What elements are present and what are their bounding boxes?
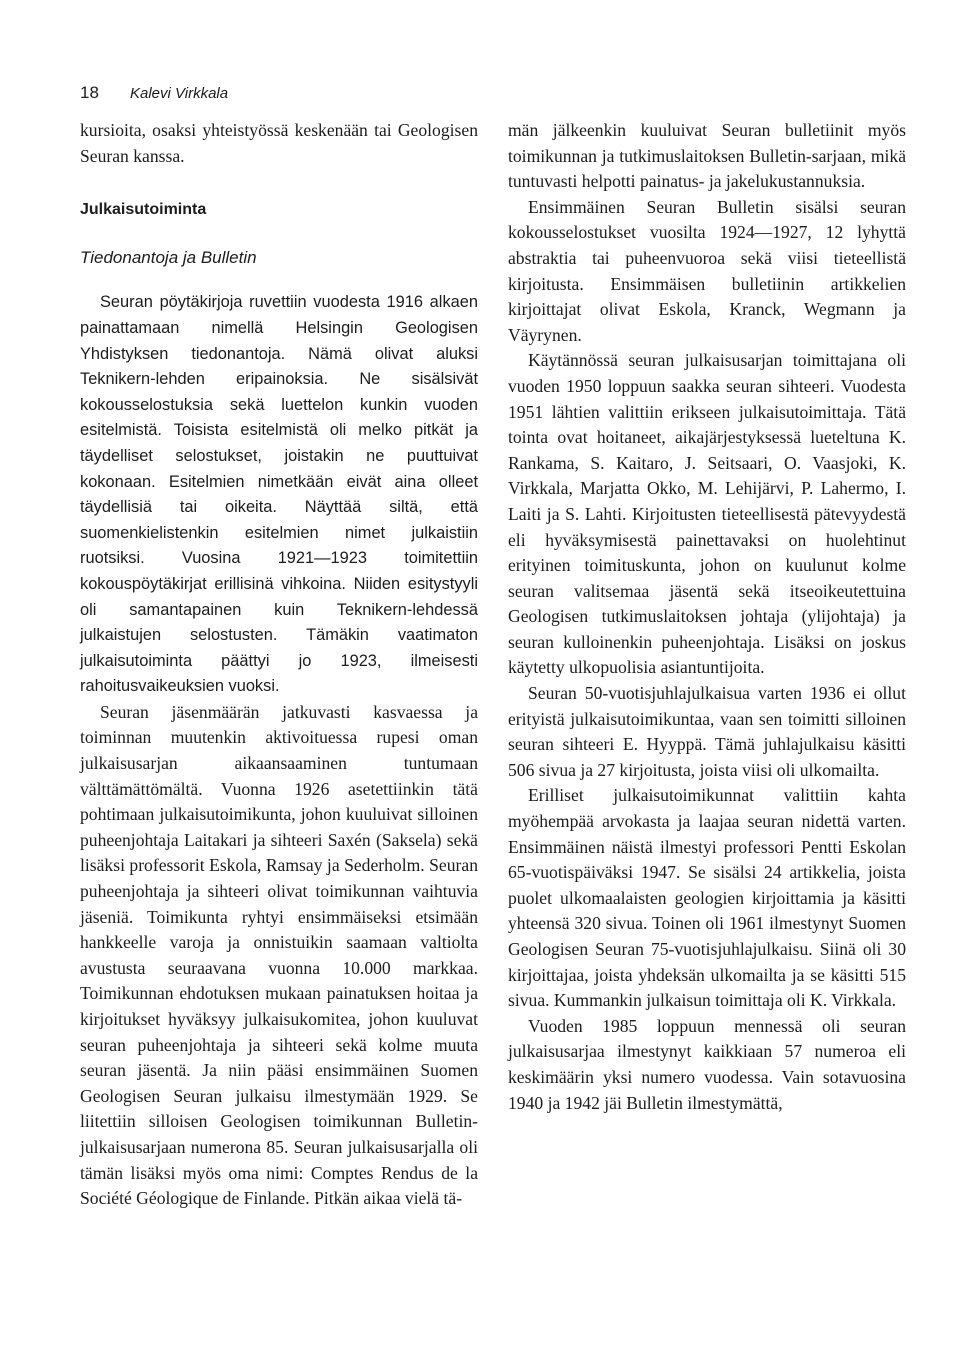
body-paragraph: Seuran 50-vuotisjuhlajulkaisua varten 1936 ei ollut erityistä julkaisutoimikuntaa, vaan sen toimitti silloinen seuran sihteeri E. Hyyppä. Tämä juhlajulkaisu käsitti 506 sivua ja 27 kirjoitusta, joista viisi oli ulkomailta. (508, 683, 906, 780)
intro-paragraph: kursioita, osaksi yhteistyössä keskenään tai Geologisen Seuran kanssa. (80, 120, 478, 166)
body-paragraph: Käytännössä seuran julkaisusarjan toimittajana oli vuoden 1950 loppuun saakka seuran sihteeri. Vuodesta 1951 lähtien valittiin erikseen julkaisutoimittaja. Tätä tointa ovat hoitaneet, aikajärjestyksessä lueteltuna K. Rankama, S. Kaitaro, J. Seitsaari, O. Vaasjoki, K. Virkkala, Marjatta Okko, M. Lehijärvi, P. Lahermo, I. Laiti ja S. Lahti. Kirjoitusten tieteellisestä pätevyydestä eli hyväksymisestä painettavaksi on huolehtinut erityinen toimituskunta, johon on kuulunut kolme seuran valitsemaa jäsentä sekä itseoikeutettuina Geologisen tutkimuslaitoksen johtaja (ylijohtaja) ja seuran kulloinenkin puheenjohtaja. Lisäksi on joskus käytetty ulkopuolisia asiantuntijoita. (508, 350, 906, 678)
body-paragraph: Seuran jäsenmäärän jatkuvasti kasvaessa ja toiminnan muutenkin aktivoituessa rupesi oman julkaisusarjan aikaansaaminen tuntumaan välttämättömältä. Vuonna 1926 asetettiinkin tätä pohtimaan julkaisutoimikunta, johon kuuluivat silloinen puheenjohtaja Laitakari ja sihteeri Saxén (Saksela) sekä lisäksi professorit Eskola, Ramsay ja Sederholm. Seuran puheenjohtaja ja sihteeri olivat toimikunnan vaihtuvia jäseniä. Toimikunta ryhtyi ensimmäiseksi etsimään hankkeelle varoja ja onnistuikin saamaan valtiolta avustusta seuraavana vuonna 10.000 markkaa. Toimikunnan ehdotuksen mukaan painatuksen hoitaa ja kirjoitukset hyväksyy julkaisukomitea, johon kuuluvat seuran puheenjohtaja ja sihteeri sekä kolme muuta seuran jäsentä. Ja niin pääsi ensimmäinen Suomen Geologisen Seuran julkaisu ilmestymään 1929. Se liitettiin silloisen Geologisen toimikunnan Bulletin-julkaisusarjaan numerona 85. Seuran julkaisusarjalla oli tämän lisäksi myös oma nimi: Comptes Rendus de la Société Géologique de Finlande. Pitkän aikaa vielä tä- (80, 701, 478, 1209)
page-header (80, 83, 228, 104)
body-paragraph: Erilliset julkaisutoimikunnat valittiin kahta myöhempää arvokasta ja laajaa seuran nidettä varten. Ensimmäinen näistä ilmestyi professori Pentti Eskolan 65-vuotispäiväksi 1947. Se sisälsi 24 artikkelia, joista puolet ulkomaalaisten geologien kirjoittamia ja käsitti yhteensä 320 sivua. Toinen oli 1961 ilmestynyt Suomen Geologisen Seuran 75-vuotisjuhlajulkaisu. Siinä oli 30 kirjoittajaa, joista yhdeksän ulkomailta ja se käsitti 515 sivua. Kummankin julkaisun toimittaja oli K. Virkkala. (508, 785, 906, 1011)
body-paragraph: Ensimmäinen Seuran Bulletin sisälsi seuran kokousselostukset vuosilta 1924—1927, 12 lyhyttä abstraktia tai puheenvuoroa sekä viisi tieteellistä kirjoitusta. Ensimmäisen bulletiinin artikkelien kirjoittajat olivat Eskola, Kranck, Wegmann ja Väyrynen. (508, 196, 906, 345)
running-head: Kalevi Virkkala (130, 85, 229, 102)
section-heading: Julkaisutoiminta (80, 201, 207, 219)
body-paragraph: Vuoden 1985 loppuun mennessä oli seuran julkaisusarjaa ilmestynyt kaikkiaan 57 numeroa eli keskimäärin yksi numero vuodessa. Vain sotavuosina 1940 ja 1942 jäi Bulletin ilmestymättä, (508, 1015, 906, 1113)
body-paragraph: män jälkeenkin kuuluivat Seuran bulletiinit myös toimikunnan ja tutkimuslaitoksen Bulletin-sarjaan, mikä tuntuvasti helpotti painatus- ja jakelukustannuksia. (508, 120, 906, 192)
right-column (508, 118, 906, 1116)
page-number: 18 (80, 83, 99, 102)
body-paragraph: Seuran pöytäkirjoja ruvettiin vuodesta 1916 alkaen painattamaan nimellä Helsingin Geologisen Yhdistyksen tiedonantoja. Nämä olivat aluksi Teknikern-lehden eripainoksia. Ne sisälsivät kokousselostuksia sekä luettelon kunkin vuoden esitelmistä. Toisista esitelmistä oli melko pitkät ja täydelliset selostukset, joistakin ne puuttuivat kokonaan. Esitelmien nimetkään eivät aina olleet täydellisiä tai oikeita. Näyttää siltä, että suomenkielistenkin esitelmien nimet julkaistiin ruotsiksi. Vuosina 1921—1923 toimitettiin kokouspöytäkirjat erillisinä vihkoina. Niiden esitystyyli oli samantapainen kuin Teknikern-lehdessä julkaistujen selostusten. Tämäkin vaatimaton julkaisutoiminta päättyi jo 1923, ilmeisesti rahoitusvaikeuksien vuoksi. (80, 293, 478, 696)
left-column (80, 118, 478, 1212)
subsection-heading: Tiedonantoja ja Bulletin (80, 247, 257, 267)
